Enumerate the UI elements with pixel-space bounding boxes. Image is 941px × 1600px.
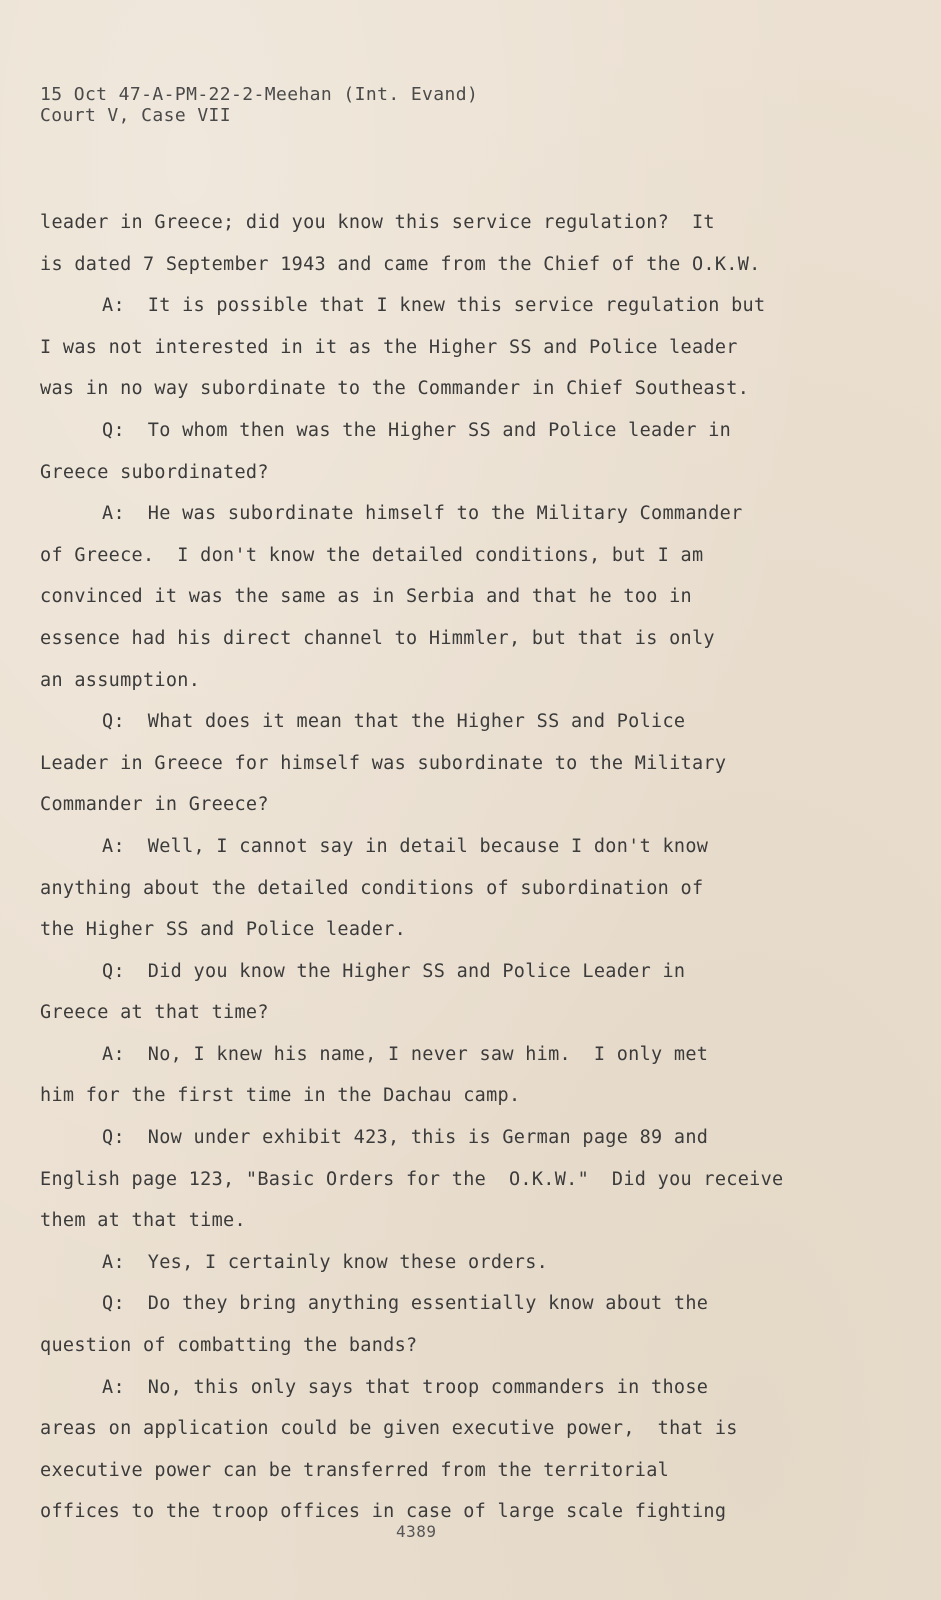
- transcript-line: an assumption.: [40, 669, 201, 691]
- transcript-line: Leader in Greece for himself was subordinate to the Military: [40, 752, 727, 774]
- header-line-court: Court V, Case VII: [40, 105, 232, 126]
- transcript-body: [40, 202, 900, 1533]
- transcript-line: question of combatting the bands?: [40, 1335, 418, 1357]
- transcript-line: A: Yes, I certainly know these orders.: [102, 1251, 549, 1273]
- transcript-line: A: No, this only says that troop commanders in those: [102, 1376, 709, 1398]
- transcript-line: Q: Did you know the Higher SS and Police Leader in: [102, 960, 686, 982]
- transcript-line: Greece at that time?: [40, 1002, 269, 1024]
- transcript-line: areas on application could be given executive power, that is: [40, 1418, 738, 1440]
- transcript-line: Q: To whom then was the Higher SS and Police leader in: [102, 419, 732, 441]
- transcript-line: executive power can be transferred from the territorial: [40, 1459, 670, 1481]
- transcript-line: leader in Greece; did you know this service regulation? It: [40, 212, 715, 233]
- transcript-line: essence had his direct channel to Himmler, but that is only: [40, 627, 715, 649]
- transcript-line: convinced it was the same as in Serbia and that he too in: [40, 586, 692, 608]
- transcript-line: Q: Now under exhibit 423, this is German page 89 and: [102, 1127, 709, 1149]
- transcript-line: A: He was subordinate himself to the Military Commander: [102, 503, 743, 525]
- transcript-line: A: No, I knew his name, I never saw him. I only met: [102, 1043, 709, 1065]
- page-number: 4389: [396, 1522, 437, 1541]
- transcript-line: Commander in Greece?: [40, 794, 269, 816]
- transcript-line: Q: Do they bring anything essentially know about the: [102, 1293, 709, 1315]
- transcript-line: Q: What does it mean that the Higher SS and Police: [102, 711, 686, 733]
- transcript-line: offices to the troop offices in case of large scale fighting: [40, 1501, 727, 1523]
- transcript-line: A: Well, I cannot say in detail because I don't know: [102, 835, 709, 857]
- transcript-line: A: It is possible that I knew this service regulation but: [102, 295, 766, 317]
- transcript-line: English page 123, "Basic Orders for the O.K.W." Did you receive: [40, 1168, 784, 1190]
- transcript-line: was in no way subordinate to the Commander in Chief Southeast.: [40, 378, 750, 400]
- transcript-line: them at that time.: [40, 1210, 246, 1232]
- transcript-line: I was not interested in it as the Higher SS and Police leader: [40, 336, 738, 358]
- transcript-line: is dated 7 September 1943 and came from the Chief of the O.K.W.: [40, 253, 761, 275]
- header-line-date: 15 Oct 47-A-PM-22-2-Meehan (Int. Evand): [40, 84, 479, 105]
- transcript-line: the Higher SS and Police leader.: [40, 919, 407, 941]
- document-header: [40, 84, 478, 126]
- transcript-line: of Greece. I don't know the detailed conditions, but I am: [40, 544, 704, 566]
- transcript-line: him for the first time in the Dachau camp.: [40, 1085, 521, 1107]
- transcript-line: Greece subordinated?: [40, 461, 269, 483]
- transcript-line: anything about the detailed conditions of subordination of: [40, 877, 704, 899]
